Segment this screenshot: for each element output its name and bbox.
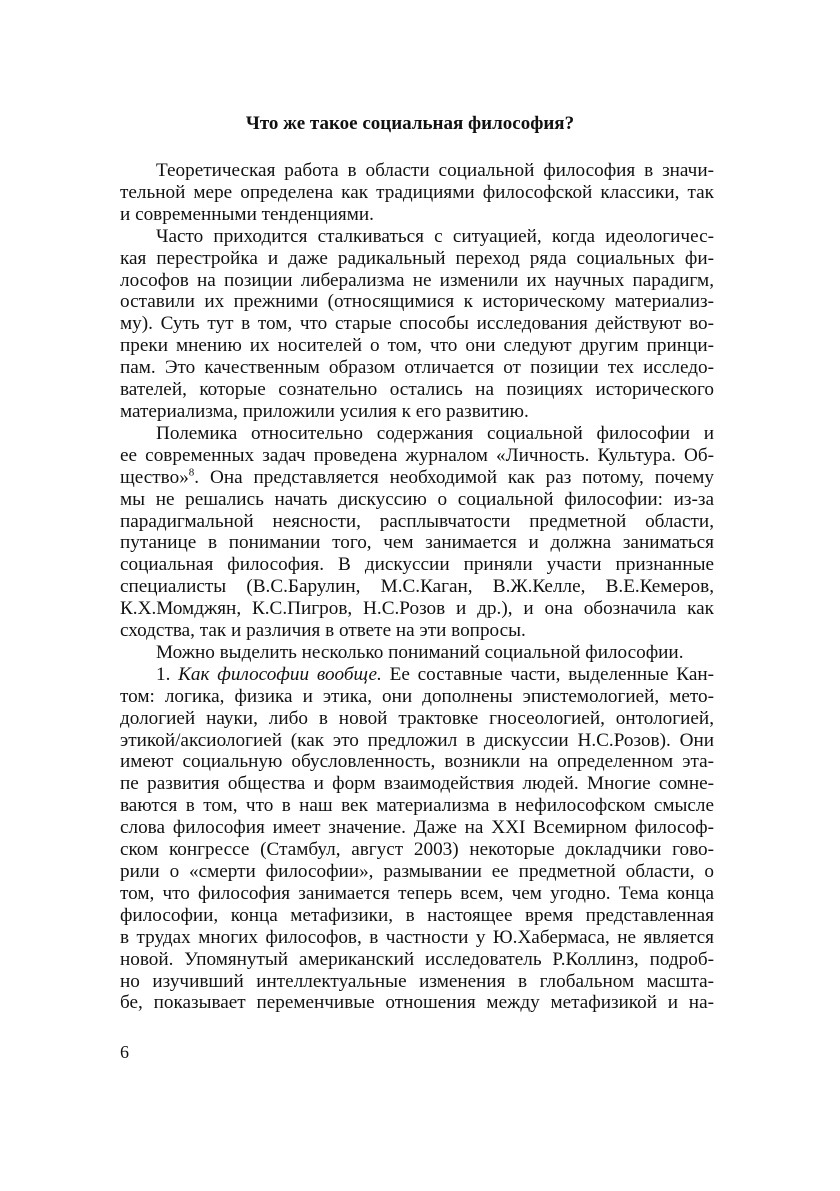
text-line: Теоретическая работа в области социальной философия в значи-	[156, 160, 714, 181]
text-line: тельной мере определена как традициями философской классики, так	[120, 181, 714, 203]
text-line: К.Х.Момджян, К.С.Пигров, Н.С.Розов и др.), и она обозначила как	[120, 598, 714, 620]
text-line: социальная философия. В дискуссии приняли участи признанные	[120, 554, 714, 576]
list-number: 1.	[156, 663, 171, 685]
text-fragment: почему	[654, 466, 715, 488]
page-number: 6	[120, 1042, 129, 1062]
paragraph-2	[120, 226, 714, 423]
text-line: том, что философия занимается теперь всем, чем угодно. Тема конца	[120, 882, 714, 904]
text-line: мы не решались начать дискуссию о социальной философии: из-за	[120, 488, 714, 510]
paragraph-5	[120, 664, 714, 1015]
text-line-with-footnote	[120, 467, 714, 489]
text-line: и современными тенденциями.	[120, 203, 374, 225]
text-line: ваются в том, что в наш век материализма в нефилософском смысле	[120, 795, 714, 817]
text-line: новой. Упомянутый американский исследователь Р.Коллинз, подроб-	[120, 948, 714, 970]
text-line: вателей, которые сознательно остались на позициях исторического	[120, 379, 714, 401]
text-line: пе развития общества и форм взаимодействия людей. Многие сомне-	[120, 773, 714, 795]
text-line: ском конгрессе (Стамбул, август 2003) некоторые докладчики гово-	[120, 839, 714, 861]
text-line: Полемика относительно содержания социальной философии и	[156, 422, 714, 444]
text-line: Можно выделить несколько пониманий социальной философии.	[156, 641, 684, 663]
text-line: дологией науки, либо в новой трактовке гносеологией, онтологией,	[120, 707, 714, 729]
text-line: путанице в понимании того, чем занимается и должна заниматься	[120, 532, 714, 554]
text-line: рили о «смерти философии», размывании ее предметной области, о	[120, 861, 714, 882]
text-fragment: Ее составные части, выделенные Кан-	[389, 663, 715, 685]
text-line: слова философия имеет значение. Даже на XXI Всемирном философ-	[120, 817, 714, 839]
text-fragment: . Она представляется необходимой как раз потому,	[194, 466, 644, 488]
text-line: ее современных задач проведена журналом «Личность. Культура. Об-	[120, 444, 714, 466]
text-line: в трудах многих философов, в частности у Ю.Хабермаса, не является	[120, 926, 714, 948]
text-line: парадигмальной неясности, расплывчатости предметной области,	[120, 510, 714, 532]
body-text	[120, 160, 714, 1014]
text-line: бе, показывает переменчивые отношения между метафизикой и на-	[120, 992, 714, 1014]
text-line: этикой/аксиологией (как это предложил в дискуссии Н.С.Розов). Они	[120, 729, 714, 751]
text-line: кая перестройка и даже радикальный переход ряда социальных фи-	[120, 247, 714, 269]
page-title: Что же такое социальная философия?	[245, 113, 575, 134]
text-line: том: логика, физика и этика, они дополнены эпистемологией, мето-	[120, 685, 714, 707]
text-line: специалисты (В.С.Барулин, М.С.Каган, В.Ж.Келле, В.Е.Кемеров,	[120, 576, 714, 598]
paragraph-4	[120, 642, 714, 664]
text-line: пам. Это качественным образом отличается от позиции тех исследо-	[120, 357, 714, 379]
text-fragment: щество»	[120, 466, 189, 488]
paragraph-1	[120, 160, 714, 226]
text-line: му). Суть тут в том, что старые способы исследования действуют во-	[120, 313, 714, 335]
text-line: но изучивший интеллектуальные изменения в глобальном масшта-	[120, 970, 714, 992]
text-line: Часто приходится сталкиваться с ситуацией, когда идеологичес-	[156, 225, 714, 247]
text-line: философии, конца метафизики, в настоящее время представленная	[120, 904, 714, 926]
paragraph-3	[120, 423, 714, 642]
text-line: оставили их прежними (относящимися к историческому материализ-	[120, 291, 714, 313]
text-line: преки мнению их носителей о том, что они следуют другим принци-	[120, 335, 714, 357]
footnote-marker[interactable]: 8	[188, 466, 195, 479]
italic-lead: Как философии вообще.	[178, 663, 382, 685]
text-line-with-italic-lead	[120, 664, 714, 686]
text-line: сходства, так и различия в ответе на эти вопросы.	[120, 620, 526, 642]
text-line: имеют социальную обусловленность, возникли на определенном эта-	[120, 751, 714, 773]
text-line: лософов на позиции либерализма не изменили их научных парадигм,	[120, 269, 714, 291]
text-line: материализма, приложили усилия к его развитию.	[120, 400, 529, 422]
